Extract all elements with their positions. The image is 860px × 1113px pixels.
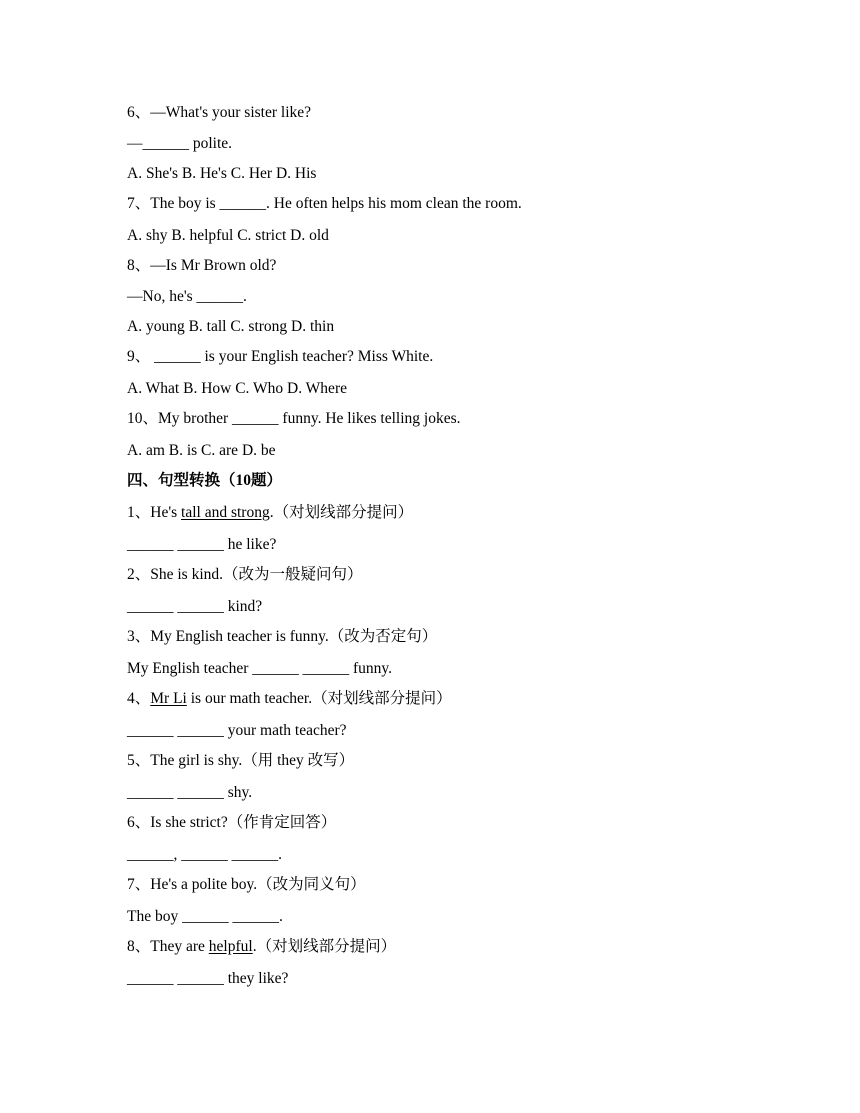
- transform-item-1: [127, 503, 413, 523]
- transform-item-5: 5、The girl is shy.（用 they 改写）: [127, 752, 355, 769]
- question-7: 7、The boy is ______. He often helps his mom clean the room.: [127, 195, 522, 212]
- question-8-reply: —No, he's ______.: [127, 288, 247, 305]
- transform-item-1-answer: ______ ______ he like?: [127, 536, 277, 553]
- item-8-post: .（对划线部分提问）: [252, 938, 397, 955]
- question-6-reply: —______ polite.: [127, 135, 233, 152]
- item-4-underlined: Mr Li: [150, 690, 187, 707]
- transform-item-4-answer: ______ ______ your math teacher?: [127, 722, 347, 739]
- transform-item-2-answer: ______ ______ kind?: [127, 598, 263, 615]
- question-10-options: A. am B. is C. are D. be: [127, 442, 276, 459]
- transform-item-7-answer: The boy ______ ______.: [127, 908, 283, 925]
- item-1-post: .（对划线部分提问）: [269, 504, 414, 521]
- transform-item-4: [127, 689, 452, 709]
- item-1-underlined: tall and strong: [181, 504, 270, 521]
- transform-item-6-answer: ______, ______ ______.: [127, 846, 282, 863]
- section-4-heading: 四、句型转换（10题）: [127, 472, 283, 489]
- question-6-options: A. She's B. He's C. Her D. His: [127, 165, 317, 182]
- item-4-post: is our math teacher.（对划线部分提问）: [186, 690, 452, 707]
- item-8-underlined: helpful: [208, 938, 253, 955]
- question-8: 8、—Is Mr Brown old?: [127, 257, 277, 274]
- question-7-options: A. shy B. helpful C. strict D. old: [127, 227, 329, 244]
- transform-item-3-answer: My English teacher ______ ______ funny.: [127, 660, 393, 677]
- transform-item-3: 3、My English teacher is funny.（改为否定句）: [127, 628, 438, 645]
- transform-item-2: 2、She is kind.（改为一般疑问句）: [127, 566, 363, 583]
- item-4-pre: 4、: [127, 690, 151, 707]
- transform-item-7: 7、He's a polite boy.（改为同义句）: [127, 876, 366, 893]
- item-8-pre: 8、They are: [127, 938, 209, 955]
- transform-item-8: [127, 937, 396, 957]
- item-1-pre: 1、He's: [127, 504, 182, 521]
- transform-item-6: 6、Is she strict?（作肯定回答）: [127, 814, 337, 831]
- question-9: 9、 ______ is your English teacher? Miss White.: [127, 348, 434, 365]
- question-10: 10、My brother ______ funny. He likes telling jokes.: [127, 410, 461, 427]
- question-8-options: A. young B. tall C. strong D. thin: [127, 318, 335, 335]
- question-9-options: A. What B. How C. Who D. Where: [127, 380, 347, 397]
- transform-item-5-answer: ______ ______ shy.: [127, 784, 253, 801]
- question-6: 6、—What's your sister like?: [127, 104, 312, 121]
- transform-item-8-answer: ______ ______ they like?: [127, 970, 289, 987]
